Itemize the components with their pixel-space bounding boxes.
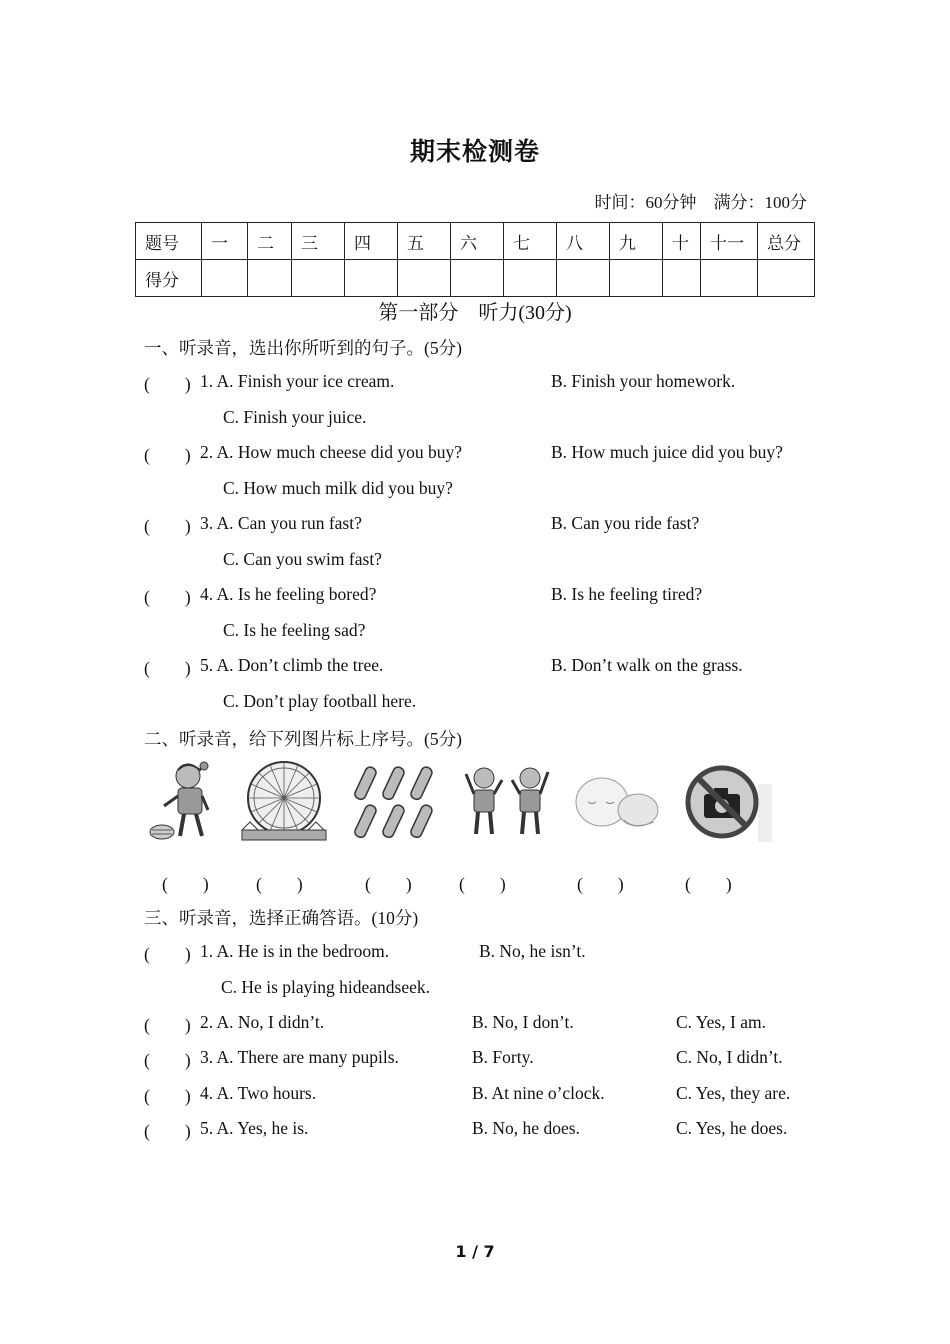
option-b: B. No, he isn’t. [479,941,586,961]
picture-blank[interactable]: ( ) [685,874,732,894]
answer-blank[interactable]: ( ) [144,1086,191,1106]
option-b: B. Can you ride fast? [551,513,700,533]
score-header-cell: 四 [345,223,398,260]
exam-meta: 时间：60分钟 满分：100分 [594,193,807,212]
option-c: C. Yes, I am. [676,1012,766,1032]
score-cell[interactable] [663,260,701,297]
option-c: C. Don’t play football here. [223,691,417,711]
score-header-cell: 十一 [701,223,758,260]
option-c: C. Yes, he does. [676,1118,788,1138]
option-c: C. He is playing hideandseek. [221,977,430,997]
score-cell[interactable] [758,260,815,297]
option-b: B. Don’t walk on the grass. [551,655,743,675]
option-b: B. At nine o’clock. [472,1083,605,1103]
score-header-cell: 总分 [758,223,815,260]
option-a: 4. A. Two hours. [200,1083,317,1103]
score-cell[interactable] [248,260,292,297]
page-title: 期末检测卷 [409,137,540,166]
score-cell[interactable] [202,260,248,297]
answer-blank[interactable]: ( ) [144,516,191,536]
score-header-cell: 三 [292,223,345,260]
score-row-label: 得分 [136,260,202,297]
answer-blank[interactable]: ( ) [144,944,191,964]
option-b: B. How much juice did you buy? [551,442,783,462]
score-header-cell: 九 [610,223,663,260]
score-cell[interactable] [610,260,663,297]
page-number: 1 / 7 [455,1242,495,1261]
section-3-title: 三、听录音，选择正确答语。(10分) [144,908,419,928]
option-b: B. No, he does. [472,1118,580,1138]
score-header-cell: 五 [398,223,451,260]
answer-blank[interactable]: ( ) [144,587,191,607]
sleeping-baby-icon [572,772,664,836]
no-camera-sign-icon [684,764,776,844]
score-cell[interactable] [557,260,610,297]
section-2-title: 二、听录音，给下列图片标上序号。(5分) [144,729,462,749]
score-cell[interactable] [701,260,758,297]
answer-blank[interactable]: ( ) [144,445,191,465]
answer-blank[interactable]: ( ) [144,658,191,678]
score-table-score-row [136,260,815,297]
option-a: 1. A. He is in the bedroom. [200,941,390,961]
score-cell[interactable] [345,260,398,297]
score-cell[interactable] [398,260,451,297]
score-cell[interactable] [504,260,557,297]
score-header-cell: 题号 [136,223,202,260]
section-1-title: 一、听录音，选出你所听到的句子。(5分) [144,338,462,358]
picture-blank[interactable]: ( ) [162,874,209,894]
score-header-cell: 六 [451,223,504,260]
option-b: B. Is he feeling tired? [551,584,703,604]
option-a: 3. A. Can you run fast? [200,513,362,533]
option-c: C. No, I didn’t. [676,1047,783,1067]
girl-with-food-icon [144,760,220,844]
sausages-icon [354,762,438,842]
two-girls-exercising-icon [462,760,554,844]
option-b: B. No, I don’t. [472,1012,574,1032]
score-table-header-row [136,223,815,260]
option-a: 5. A. Yes, he is. [200,1118,309,1138]
option-a: 5. A. Don’t climb the tree. [200,655,384,675]
option-b: B. Finish your homework. [551,371,736,391]
part-heading: 第一部分 听力(30分) [378,302,572,324]
option-a: 1. A. Finish your ice cream. [200,371,395,391]
option-c: C. Is he feeling sad? [223,620,366,640]
score-cell[interactable] [292,260,345,297]
score-header-cell: 七 [504,223,557,260]
answer-blank[interactable]: ( ) [144,1050,191,1070]
option-c: C. How much milk did you buy? [223,478,453,498]
picture-blank[interactable]: ( ) [256,874,303,894]
score-header-cell: 八 [557,223,610,260]
picture-blank[interactable]: ( ) [365,874,412,894]
option-c: C. Yes, they are. [676,1083,791,1103]
option-b: B. Forty. [472,1047,534,1067]
score-header-cell: 一 [202,223,248,260]
picture-blank[interactable]: ( ) [577,874,624,894]
answer-blank[interactable]: ( ) [144,1015,191,1035]
picture-blank[interactable]: ( ) [459,874,506,894]
ferris-wheel-icon [238,758,330,846]
score-header-cell: 二 [248,223,292,260]
answer-blank[interactable]: ( ) [144,374,191,394]
score-table [135,222,815,297]
answer-blank[interactable]: ( ) [144,1121,191,1141]
option-a: 3. A. There are many pupils. [200,1047,399,1067]
option-a: 2. A. No, I didn’t. [200,1012,325,1032]
option-a: 2. A. How much cheese did you buy? [200,442,462,462]
score-header-cell: 十 [663,223,701,260]
option-a: 4. A. Is he feeling bored? [200,584,377,604]
option-c: C. Finish your juice. [223,407,367,427]
option-c: C. Can you swim fast? [223,549,382,569]
score-cell[interactable] [451,260,504,297]
